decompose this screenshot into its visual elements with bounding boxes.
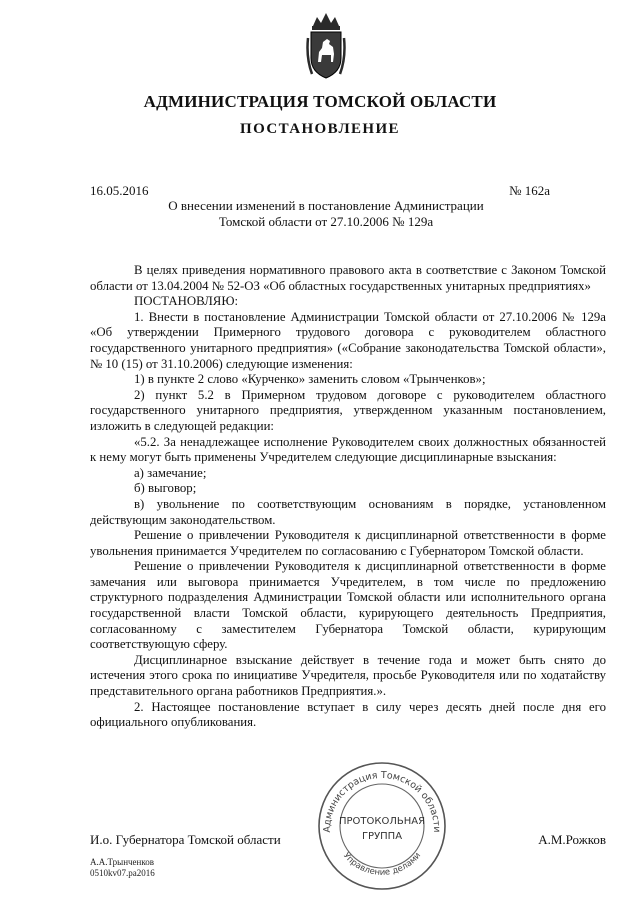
paragraph-preamble: В целях приведения нормативного правового акта в соответствие с Законом Томской области от 13.04.2004 № 52-ОЗ «Об областных государственных унитарных предприятиях»	[90, 263, 606, 293]
stamp-ring-text: Администрация Томской области	[321, 769, 443, 833]
document-type: ПОСТАНОВЛЕНИЕ	[240, 121, 400, 137]
paragraph-subitem-1: 1) в пункте 2 слово «Курченко» заменить словом «Трынченков»;	[134, 372, 486, 387]
subject-line: Томской области от 27.10.2006 № 129а	[218, 214, 434, 229]
paragraph-dismissal-decision: Решение о привлечении Руководителя к дисциплинарной ответственности в форме увольнения принимается Учредителем по согласованию с Губернатором Томской области.	[90, 528, 606, 558]
paragraph-penalty-c: в) увольнение по соответствующим основаниям в порядке, установленном действующим законодательством.	[90, 496, 606, 527]
paragraph-item-1: 1. Внести в постановление Администрации Томской области от 27.10.2006 № 129а «Об утверждении Примерного трудового договора с руководителем областного государственного унитарного предприятия» («Собрание законодательства Томской области», № 10 (15) от 31.10.2006) следующие изменения:	[90, 309, 606, 371]
round-seal-stamp-icon	[316, 760, 448, 892]
paragraph-clause-5-2: «5.2. За ненадлежащее исполнение Руководителем своих должностных обязанностей к нему могут быть применены Учредителем следующие дисциплинарные взыскания:	[90, 434, 606, 465]
document-subject	[150, 198, 502, 230]
tomsk-coat-of-arms-icon	[306, 8, 346, 84]
signer-name: А.М.Рожков	[538, 832, 606, 847]
paragraph-penalty-a: а) замечание;	[134, 465, 207, 480]
executor-block	[90, 857, 155, 879]
stamp-center-line: ГРУППА	[361, 831, 403, 842]
paragraph-resolve: ПОСТАНОВЛЯЮ:	[134, 294, 239, 309]
signer-position: И.о. Губернатора Томской области	[90, 832, 281, 847]
stamp-center-line: ПРОТОКОЛЬНАЯ	[338, 816, 426, 827]
organization-title: АДМИНИСТРАЦИЯ ТОМСКОЙ ОБЛАСТИ	[143, 92, 497, 111]
paragraph-penalty-duration: Дисциплинарное взыскание действует в течение года и может быть снято до истечения этого срока по инициативе Учредителя, просьбе Руководителя или по ходатайству представительного органа работников Предприятия.».	[90, 652, 606, 699]
document-date: 16.05.2016	[90, 183, 149, 198]
executor-name: А.А.Трынченков	[90, 857, 155, 867]
file-code: 0510kv07.ра2016	[90, 868, 155, 878]
paragraph-subitem-2: 2) пункт 5.2 в Примерном трудовом договоре с руководителем областного государственного унитарного предприятия, утвержденном указанным постановлением, изложить в следующей редакции:	[90, 387, 606, 433]
document-number: № 162а	[509, 183, 550, 198]
stamp-bottom-text: Управление делами	[340, 850, 424, 878]
paragraph-reprimand-decision: Решение о привлечении Руководителя к дисциплинарной ответственности в форме замечания или выговора принимается Учредителем, в том числе по предложению структурного подразделения Администрации Томской области или исполнительного органа государственной власти Томской области, курирующего деятельность Предприятия, согласованному с заместителем Губернатора Томской области, курирующим соответствующую сферу.	[90, 559, 606, 652]
paragraph-item-2: 2. Настоящее постановление вступает в силу через десять дней после дня его официального опубликования.	[90, 699, 606, 730]
document-body	[90, 263, 606, 731]
paragraph-penalty-b: б) выговор;	[134, 481, 197, 496]
subject-line: О внесении изменений в постановление Администрации	[168, 198, 484, 213]
svg-text:Управление делами	[341, 851, 423, 878]
